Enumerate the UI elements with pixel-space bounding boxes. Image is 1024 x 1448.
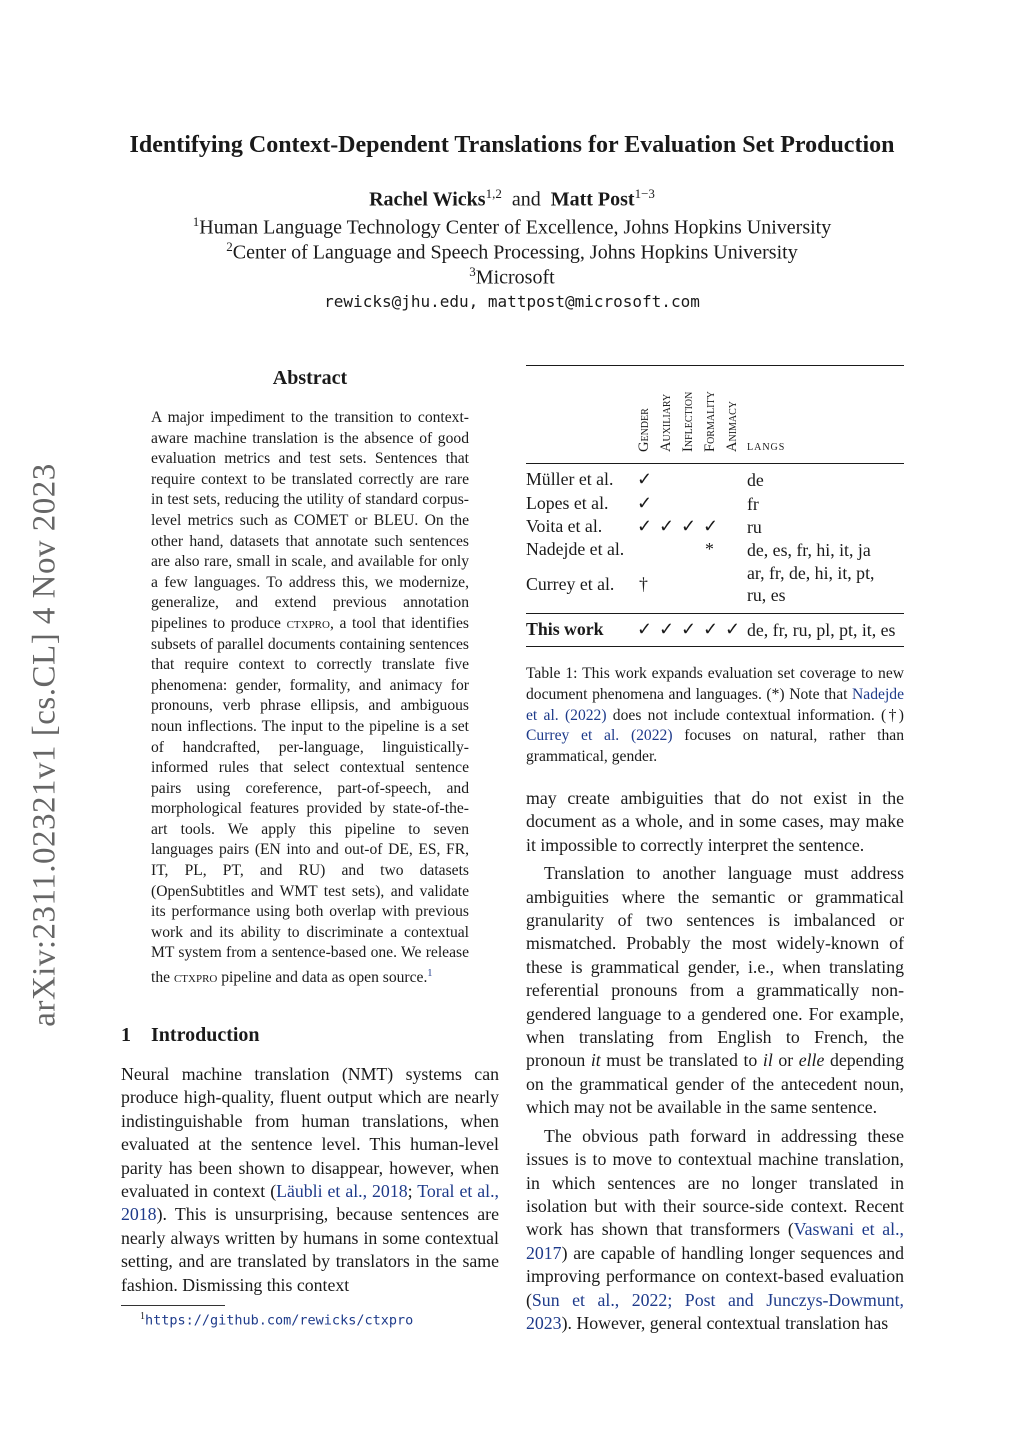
body-text: The obvious path forward in addressing these issues is to move to contextual machine translation, in which sentences are no longer translated in isolation but with their source-side context. Recent work has shown that transformers (: [526, 1125, 904, 1240]
body-paragraph: [526, 1125, 904, 1336]
footnote-url[interactable]: https://github.com/rewicks/ctxpro: [145, 1312, 414, 1329]
body-text: ) are capable of handling longer sequences and improving performance on context-based evaluation (: [526, 1242, 904, 1310]
body-italic: elle: [798, 1050, 825, 1071]
arxiv-identifier: arXiv:2311.02321v1 [cs.CL] 4 Nov 2023: [26, 463, 63, 1027]
section-title: Introduction: [151, 1024, 260, 1046]
abstract-text: pipeline and data as open source.: [217, 969, 428, 987]
abstract-body: [151, 408, 469, 989]
row-name: Lopes et al.: [526, 493, 609, 513]
section-number: 1: [121, 1024, 131, 1046]
author-name: Matt Post: [550, 188, 635, 211]
affiliation-num: 1: [192, 214, 200, 229]
author-affil-sup: 1,2: [485, 186, 502, 201]
table-col-header: Gender: [636, 408, 652, 452]
table-col-header: Animacy: [724, 400, 740, 452]
row-langs: de: [747, 470, 764, 490]
body-text: ). However, general contextual translation has: [561, 1312, 889, 1333]
caption-text: focuses on natural, rather than grammatical, gender.: [526, 727, 904, 766]
affiliation-line: [0, 214, 1024, 240]
table-row: [526, 539, 904, 563]
citation-link[interactable]: Nadejde et al. (2022): [526, 685, 904, 724]
body-italic: it: [590, 1050, 601, 1071]
row-mark: ✓: [681, 619, 696, 639]
abstract-text: , a tool that identifies subsets of parallel documents containing sentences that require context to correctly translate five phenomena: gender, formality, and animacy for pronouns, verb phrase ellipsis, and ambiguous noun inflections. The input to the pipeline is a set of handcrafted, per-language, linguistically-informed rules that select contextual sentence pairs using coreference, part-of-speech, and morphological features provided by state-of-the-art tools. We apply this pipeline to seven languages pairs (EN into and out-of DE, ES, FR, IT, PL, PT, and RU) and two datasets (OpenSubtitles and WMT test sets), and validate its performance using both overlap with previous work and its ability to discriminate a contextual MT system from a sentence-based one. We release the: [151, 614, 469, 987]
caption-text: Table 1: This work expands evaluation set coverage to new document phenomena and languages. (*) Note that: [526, 665, 904, 703]
right-column-body: [526, 787, 904, 1340]
body-text: must be translated to: [600, 1050, 763, 1071]
body-paragraph: may create ambiguities that do not exist in the document as a whole, and in some cases, may make it impossible to correctly interpret the sentence.: [526, 788, 904, 855]
row-langs: de, es, fr, hi, it, ja: [747, 540, 871, 560]
table-row: [526, 493, 904, 517]
row-mark: ✓: [725, 619, 740, 639]
row-mark: ✓: [703, 516, 718, 536]
citation-link[interactable]: Toral et al., 2018: [121, 1181, 499, 1225]
row-mark: †: [639, 574, 648, 594]
table-col-header: Auxiliary: [658, 393, 674, 452]
row-name: Nadejde et al.: [526, 539, 625, 559]
table-row: [526, 516, 904, 540]
table-col-header: Inflection: [680, 391, 696, 452]
affiliation-text: Center of Language and Speech Processing, Johns Hopkins University: [232, 241, 798, 264]
affiliation-text: Microsoft: [475, 266, 555, 289]
row-langs: ar, fr, de, hi, it, pt, ru, es: [747, 563, 875, 605]
table-bottom-rule: [526, 646, 904, 647]
affiliation-line: [0, 264, 1024, 290]
citation-link[interactable]: Läubli et al., 2018: [276, 1181, 408, 1202]
row-mark: ✓: [637, 516, 652, 536]
row-mark: ✓: [637, 469, 652, 489]
table-col-header: langs: [747, 438, 786, 454]
table-caption: [526, 664, 904, 768]
footnote-rule: [121, 1305, 225, 1306]
tool-name: ctxpro: [286, 614, 330, 632]
body-italic: il: [762, 1050, 773, 1071]
body-text: Neural machine translation (NMT) systems can produce high-quality, fluent output which are nearly indistinguishable from human translations, when evaluated at the sentence level. This human-level parity has been shown to disappear, however, when evaluated in context (: [121, 1064, 499, 1202]
footnote-marker[interactable]: 1: [427, 968, 433, 980]
table-row: [526, 469, 904, 493]
table-col-header: Formality: [702, 391, 718, 452]
row-mark: ✓: [659, 516, 674, 536]
abstract-heading: Abstract: [272, 367, 348, 389]
table-row: [526, 619, 904, 643]
author-line: [0, 186, 1024, 212]
caption-text: does not include contextual information. (†): [606, 706, 904, 724]
citation-link[interactable]: Sun et al., 2022; Post and Junczys-Dowmunt, 2023: [526, 1289, 904, 1333]
body-text: depending on the grammatical gender of the antecedent noun, which may not be available in the same sentence.: [526, 1050, 905, 1118]
row-name: Müller et al.: [526, 469, 614, 489]
row-mark: ✓: [659, 619, 674, 639]
footnote-number: 1: [140, 1311, 145, 1322]
body-text: ;: [407, 1181, 418, 1202]
table-mid-rule: [526, 613, 904, 614]
footnote: [140, 1311, 413, 1329]
table-top-rule: [526, 365, 904, 366]
row-name: Voita et al.: [526, 516, 603, 536]
row-langs: fr: [747, 494, 759, 514]
body-text: Translation to another language must address ambiguities where the semantic or grammatical granularity of two sentences is imbalanced or mismatched. Probably the most widely-known of these is grammatical gender, i.e., when translating referential pronouns from a grammatically non-gendered language to a gendered one. For example, when translating from English to French, the pronoun: [526, 863, 904, 1071]
author-name: Rachel Wicks: [369, 188, 486, 211]
body-paragraph: [526, 862, 904, 1119]
row-mark: ✓: [637, 619, 652, 639]
tool-name: ctxpro: [173, 969, 218, 987]
paper-title: Identifying Context-Dependent Translations for Evaluation Set Production: [129, 132, 895, 158]
affiliation-text: Human Language Technology Center of Excellence, Johns Hopkins University: [199, 216, 832, 239]
author-conj: and: [511, 188, 541, 211]
row-mark: ✓: [637, 493, 652, 513]
affiliation-num: 3: [469, 264, 476, 279]
row-mark: ✓: [703, 619, 718, 639]
row-mark: *: [705, 539, 714, 559]
abstract-text: A major impediment to the transition to context-aware machine translation is the absence of good evaluation metrics and test sets. Sentences that require context to be translated correctly are rare in test sets, reducing the utility of standard corpus-level metrics such as COMET or BLEU. On the other hand, datasets that annotate such sentences are also rare, small in scale, and available for only a few languages. To address this, we modernize, generalize, and extend previous annotation pipelines to produce: [151, 409, 469, 632]
author-affil-sup: 1−3: [634, 186, 655, 201]
row-mark: ✓: [681, 516, 696, 536]
citation-link[interactable]: Vaswani et al., 2017: [526, 1219, 904, 1263]
table-header-rule: [526, 463, 904, 464]
affiliation-num: 2: [226, 239, 233, 254]
intro-paragraph: [121, 1063, 499, 1297]
row-name: This work: [526, 619, 604, 639]
citation-link[interactable]: Currey et al. (2022): [526, 727, 673, 745]
row-name: Currey et al.: [526, 574, 615, 594]
affiliation-line: [0, 239, 1024, 265]
row-langs: ru: [747, 517, 762, 537]
body-text: or: [772, 1050, 799, 1071]
body-text: ). This is unsurprising, because sentences are nearly always written by humans in some contextual setting, and are translated by translators in the same fashion. Dismissing this context: [121, 1204, 499, 1295]
row-langs: de, fr, ru, pl, pt, it, es: [747, 620, 896, 640]
author-emails: rewicks@jhu.edu, mattpost@microsoft.com: [324, 292, 700, 311]
section-heading: [121, 1024, 260, 1047]
table-row: [526, 562, 904, 608]
